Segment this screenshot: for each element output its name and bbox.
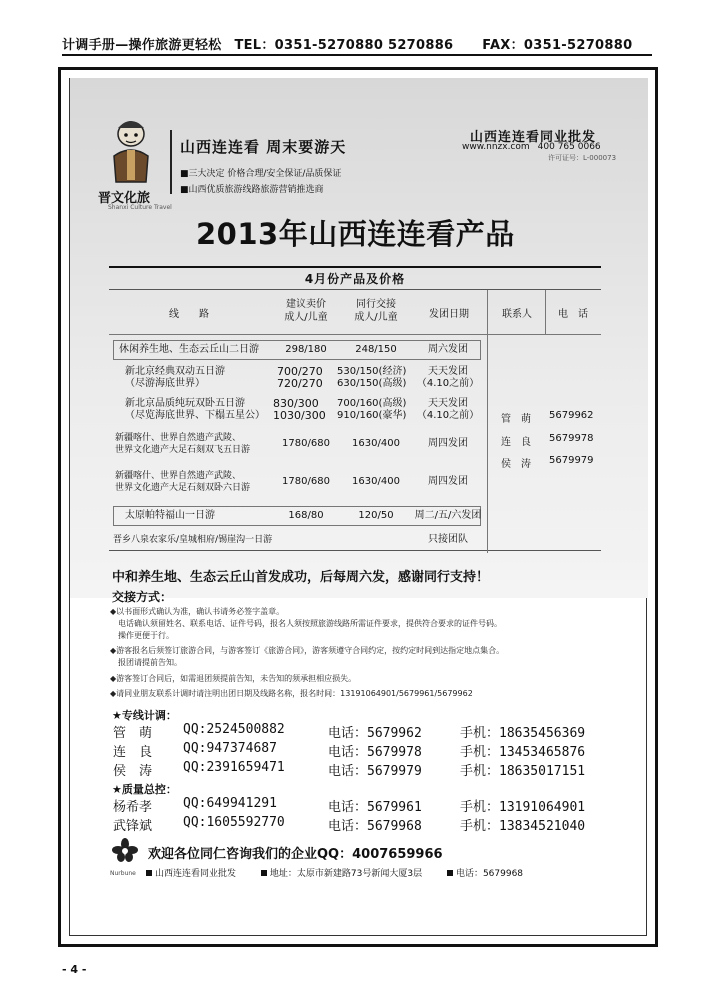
brand-contact [462,142,601,152]
footer-phone: 电话：5679968 [455,869,524,879]
staff-name: 侯 涛 [113,764,153,779]
brand-slogan: 山西连连看 周末要游天 [180,138,347,156]
staff-tel[interactable]: 电话：5679962 [328,726,422,741]
transfer-line: 报团请提前告知。 [110,658,182,667]
route-cell: 太原帕特福山一日游 [125,510,215,521]
flower-logo-icon [112,838,138,868]
transfer-line: ◆游客签订合同后，如需退团须提前告知，未告知的须承担相应损失。 [110,674,357,683]
table-title: 4月份产品及价格 [109,268,601,290]
transfer-title: 交接方式： [112,590,173,604]
quality-title: ★质量总控： [112,783,177,796]
staff-tel[interactable]: 电话：5679961 [328,800,422,815]
transfer-line: ◆游客报名后须签订旅游合同，与游客签订《旅游合同》，游客须遵守合同约定，按约定时间到达指定地点集合。 [110,646,505,655]
footer-logo-subtext: Nurbune [110,870,136,877]
staff-row [113,796,633,816]
staff-row [113,760,633,780]
contact-phone: 5679979 [549,455,594,466]
route-cell: 新北京品质纯玩双卧五日游 （尽览海底世界、下榻五星公） [125,398,265,421]
header-phone: 电 话 [558,309,588,320]
header-depart: 发团日期 [429,309,469,320]
retail-cell: 298/180 [285,344,327,355]
staff-row [113,815,633,835]
brand-bullet-2: ■山西优质旅游线路旅游营销推选商 [180,185,324,195]
contact-phone: 5679962 [549,410,594,421]
footer-welcome: 欢迎各位同仁咨询我们的企业QQ：4007659966 [148,847,443,862]
depart-cell: 只接团队 [428,534,468,545]
transfer-line: ◆以书面形式确认为准，确认书请务必签字盖章。 [110,607,285,616]
header-route: 线 路 [169,309,209,320]
staff-name: 武锋斌 [113,819,153,834]
staff-mobile[interactable]: 手机：18635456369 [460,726,586,741]
depart-cell: 周二/五/六发团 [414,510,482,521]
footer-address: 地址：太原市新建路73号新闻大厦3层 [269,869,423,879]
header-fax: FAX：0351-5270880 [482,38,633,53]
top-header-bar [62,34,652,56]
depart-cell: 周四发团 [428,476,468,487]
depart-cell: 周四发团 [428,438,468,449]
route-cell: 新疆喀什、世界自然遗产武陵、 世界文化遗产大足石刻双飞五日游 [115,433,251,455]
trade-cell: 1630/400 [352,438,400,449]
header-trade: 同行交接 成人/儿童 [354,299,398,323]
staff-name: 管 萌 [113,726,153,741]
contact-name: 管 萌 [501,414,531,425]
depart-cell: 周六发团 [428,344,468,355]
brand-name: 山西连连看同业批发 [470,130,597,145]
transfer-line: 电话确认须留姓名、联系电话、证件号码，报名人须按照旅游线路所需证件要求，提供符合要求的证件号码。 [110,619,502,628]
staff-mobile[interactable]: 手机：13191064901 [460,800,586,815]
transfer-line: 操作更便于行。 [110,631,174,640]
headline: 中和养生地、生态云丘山首发成功，后每周六发，感谢同行支持！ [112,570,490,585]
header-retail: 建议卖价 成人/儿童 [284,299,328,323]
retail-cell: 168/80 [288,510,324,521]
depart-cell: 天天发团 （4.10之前） [416,398,480,421]
contact-name: 连 良 [501,437,531,448]
staff-row [113,741,633,761]
staff-mobile[interactable]: 手机：13453465876 [460,745,586,760]
col-divider [487,290,488,553]
page-title: 2013年山西连连看产品 [196,217,515,251]
staff-tel[interactable]: 电话：5679979 [328,764,422,779]
staff-qq[interactable]: QQ:649941291 [183,796,277,811]
transfer-line: ◆请同业朋友联系计调时请注明出团日期及线路名称，报名时间：13191064901/5679961/5679962 [110,689,473,698]
staff-name: 连 良 [113,745,153,760]
header-tel: TEL：0351-5270880 5270886 [234,38,454,53]
brand-phone: 400 765 0066 [537,142,601,152]
logo-subtext: Shanxi Culture Travel [108,204,172,211]
header-slogan: 计调手册—操作旅游更轻松 [62,38,222,53]
staff-mobile[interactable]: 手机：18635017151 [460,764,586,779]
depart-cell: 天天发团 （4.10之前） [416,366,480,389]
staff-mobile[interactable]: 手机：13834521040 [460,819,586,834]
page-number: - 4 - [62,963,87,976]
staff-qq[interactable]: QQ:1605592770 [183,815,285,830]
route-cell: 晋乡八泉农家乐/皇城相府/锡崖沟一日游 [113,535,273,545]
footer-info-bar [146,866,545,879]
staff-qq[interactable]: QQ:947374687 [183,741,277,756]
staff-row [113,722,633,742]
brand-divider [170,130,172,194]
trade-cell: 530/150(经济) 630/150(高级) [337,366,407,389]
footer-company: 山西连连看同业批发 [155,869,237,879]
header-divider [109,334,601,335]
staff-qq[interactable]: QQ:2391659471 [183,760,285,775]
trade-cell: 700/160(高级) 910/160(豪华) [337,398,407,421]
product-table [109,266,601,551]
route-cell: 休闲养生地、生态云丘山二日游 [119,344,259,355]
header-contact: 联系人 [502,309,532,320]
hotline-title: ★专线计调： [112,709,177,722]
route-cell: 新疆喀什、世界自然遗产武陵、 世界文化遗产大足石刻双卧六日游 [115,471,251,493]
trade-cell: 120/50 [358,510,394,521]
retail-cell: 1780/680 [282,476,330,487]
contact-phone: 5679978 [549,433,594,444]
staff-name: 杨希孝 [113,800,153,815]
retail-cell: 700/270 720/270 [277,365,323,390]
license-number: 许可证号：L-000073 [548,154,617,162]
trade-cell: 248/150 [355,344,397,355]
mascot-icon [102,116,160,186]
retail-cell: 830/300 1030/300 [273,397,326,422]
website-link[interactable]: www.nnzx.com [462,142,530,152]
trade-cell: 1630/400 [352,476,400,487]
logo-text: 晋文化旅 [98,191,151,206]
retail-cell: 1780/680 [282,438,330,449]
staff-tel[interactable]: 电话：5679968 [328,819,422,834]
col-divider [545,290,546,334]
contact-name: 侯 涛 [501,459,531,470]
brand-bullet-1: ■三大决定 价格合理/安全保证/品质保证 [180,169,342,179]
route-cell: 新北京经典双动五日游 （尽游海底世界） [125,366,225,389]
staff-tel[interactable]: 电话：5679978 [328,745,422,760]
staff-qq[interactable]: QQ:2524500882 [183,722,285,737]
